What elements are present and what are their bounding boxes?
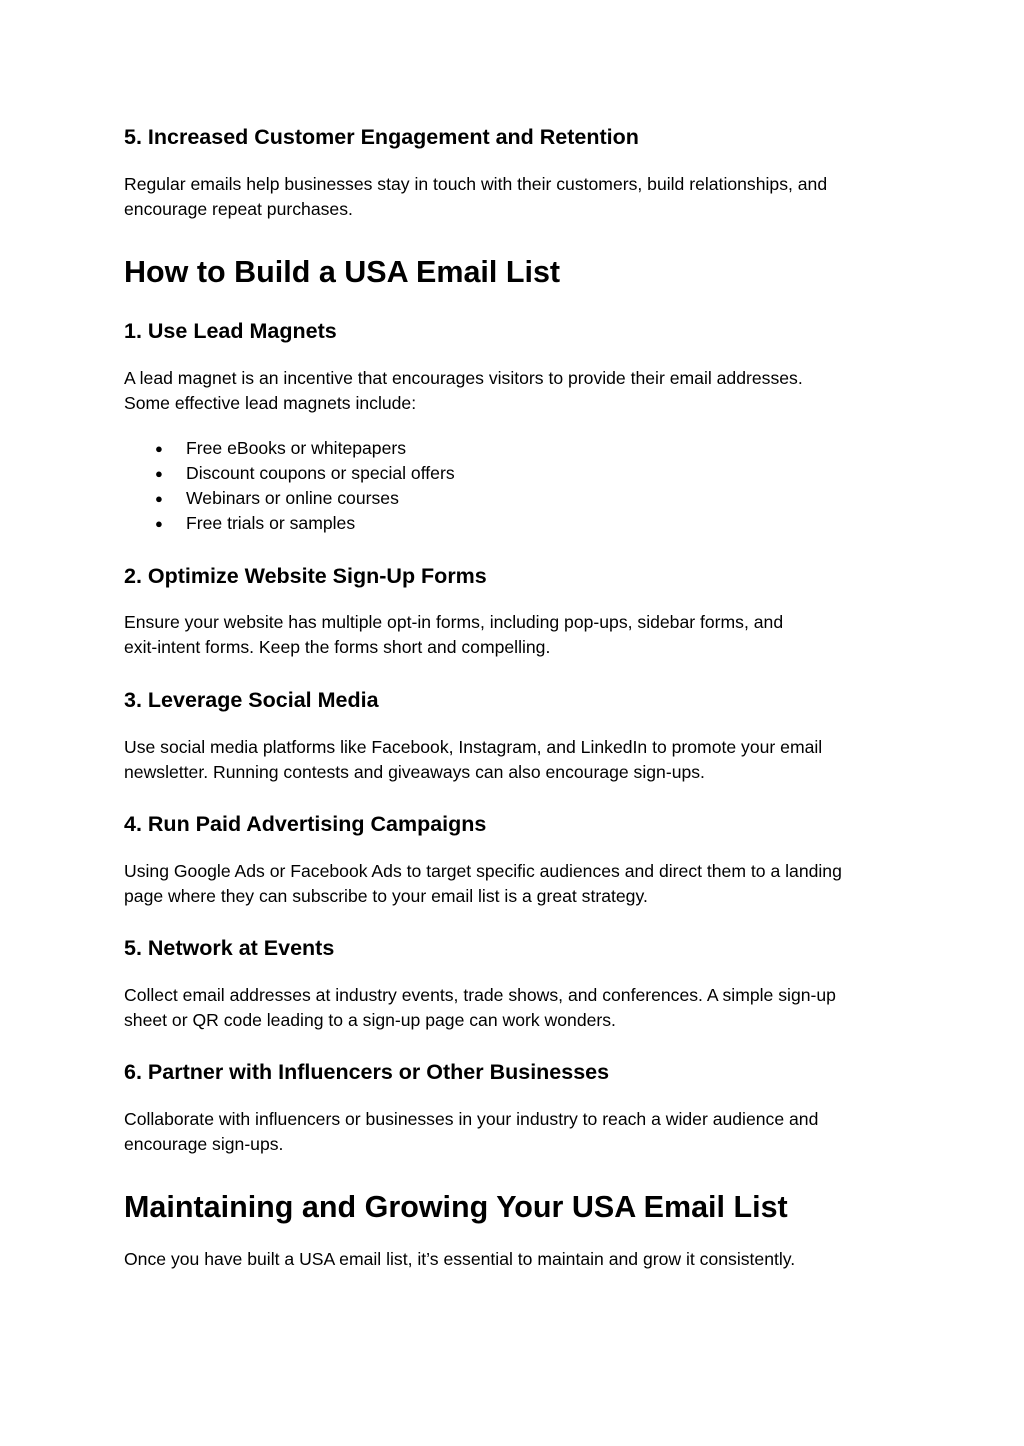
paragraph-maintaining-list <box>124 1247 795 1272</box>
paragraph-network-events <box>124 983 836 1033</box>
list-item-text: Free eBooks or whitepapers <box>186 438 407 458</box>
bullet-icon: ● <box>155 466 163 481</box>
heading-maintaining-growing-list: Maintaining and Growing Your USA Email List <box>124 1190 788 1224</box>
paragraph-line: Some effective lead magnets include: <box>124 393 417 413</box>
heading-optimize-signup-forms: 2. Optimize Website Sign-Up Forms <box>124 564 487 588</box>
paragraph-paid-advertising <box>124 859 842 909</box>
heading-partner-influencers: 6. Partner with Influencers or Other Businesses <box>124 1060 610 1084</box>
heading-network-at-events: 5. Network at Events <box>124 936 335 960</box>
list-item-text: Discount coupons or special offers <box>186 463 455 483</box>
paragraph-line: Collect email addresses at industry events, trade shows, and conferences. A simple sign-up <box>124 985 836 1005</box>
bullet-icon: ● <box>155 516 163 531</box>
paragraph-line: page where they can subscribe to your email list is a great strategy. <box>124 886 648 906</box>
list-item-text: Free trials or samples <box>186 513 356 533</box>
paragraph-signup-forms <box>124 610 783 660</box>
paragraph-line: A lead magnet is an incentive that encourages visitors to provide their email addresses. <box>124 368 803 388</box>
paragraph-line: newsletter. Running contests and giveaways can also encourage sign-ups. <box>124 762 705 782</box>
paragraph-line: Use social media platforms like Facebook, Instagram, and LinkedIn to promote your email <box>124 737 823 757</box>
paragraph-social-media <box>124 735 822 785</box>
list-item-text: Webinars or online courses <box>186 488 399 508</box>
paragraph-line: sheet or QR code leading to a sign-up page can work wonders. <box>124 1010 616 1030</box>
heading-use-lead-magnets: 1. Use Lead Magnets <box>124 319 337 343</box>
heading-how-to-build-email-list: How to Build a USA Email List <box>124 255 561 289</box>
heading-paid-advertising: 4. Run Paid Advertising Campaigns <box>124 812 487 836</box>
paragraph-partner-influencers <box>124 1107 818 1157</box>
bullet-icon: ● <box>155 441 163 456</box>
paragraph-line: exit-intent forms. Keep the forms short and compelling. <box>124 637 551 657</box>
paragraph-line: Ensure your website has multiple opt-in forms, including pop-ups, sidebar forms, and <box>124 612 784 632</box>
paragraph-line: encourage sign-ups. <box>124 1134 284 1154</box>
paragraph-customer-engagement <box>124 172 827 222</box>
heading-leverage-social-media: 3. Leverage Social Media <box>124 688 379 712</box>
paragraph-line: Once you have built a USA email list, it’s essential to maintain and grow it consistently. <box>124 1249 796 1269</box>
paragraph-line: Collaborate with influencers or businesses in your industry to reach a wider audience and <box>124 1109 819 1129</box>
bullet-icon: ● <box>155 491 163 506</box>
paragraph-line: encourage repeat purchases. <box>124 199 353 219</box>
paragraph-line: Regular emails help businesses stay in touch with their customers, build relationships, and <box>124 174 828 194</box>
heading-customer-engagement-retention: 5. Increased Customer Engagement and Retention <box>124 125 639 149</box>
paragraph-lead-magnets <box>124 366 803 416</box>
paragraph-line: Using Google Ads or Facebook Ads to target specific audiences and direct them to a landing <box>124 861 842 881</box>
